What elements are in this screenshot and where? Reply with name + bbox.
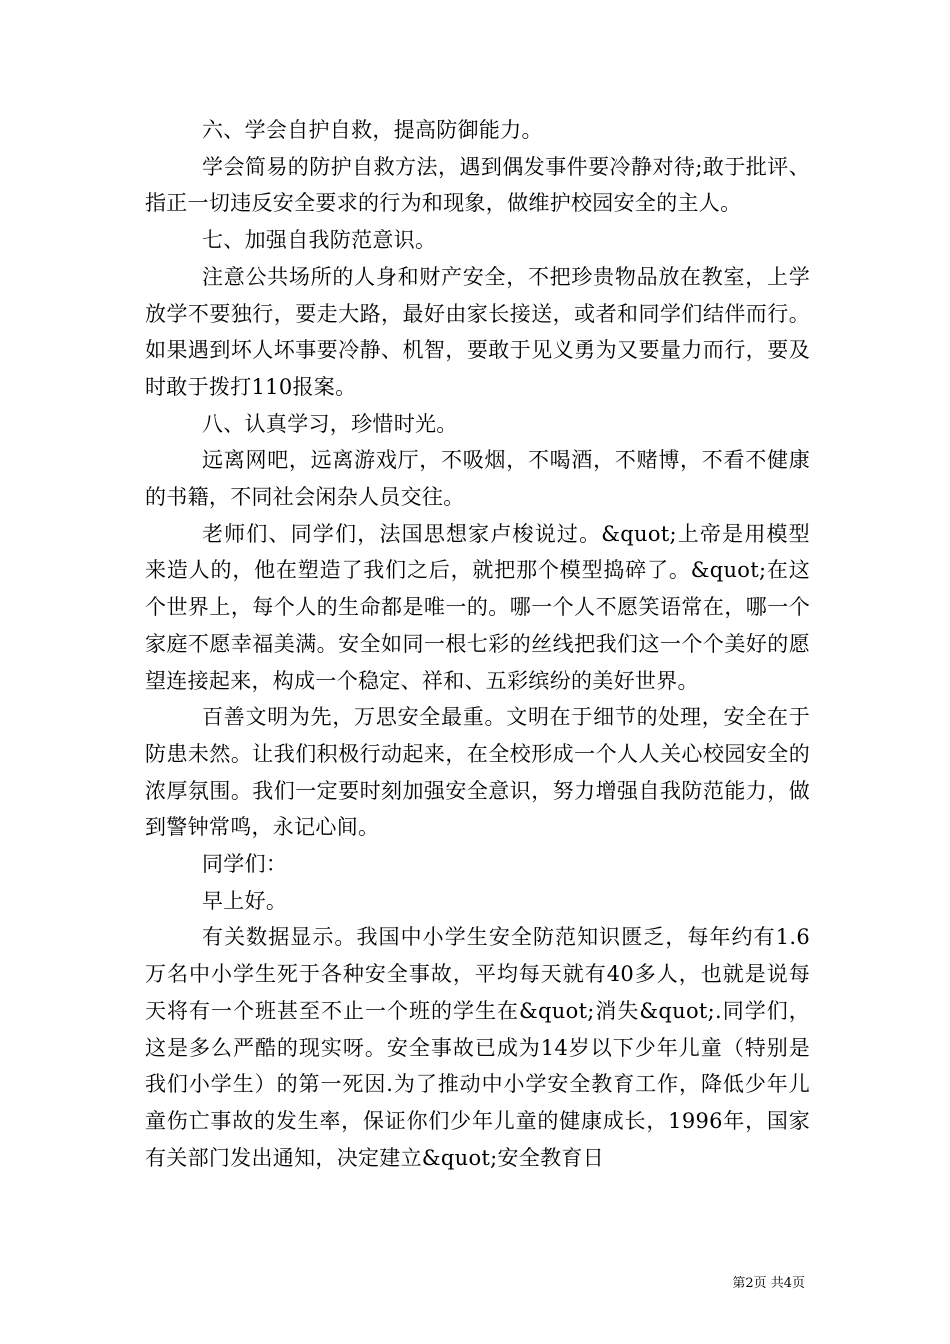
greeting: 同学们：: [202, 852, 288, 877]
paragraph: 学会简易的防护自救方法，遇到偶发事件要冷静对待;敢于批评、指正一切违反安全要求的行为和现象，做维护校园安全的主人。: [145, 154, 810, 216]
page-number: 第2页 共4页: [732, 1276, 805, 1291]
greeting: 早上好。: [202, 888, 288, 913]
paragraph: 百善文明为先，万思安全最重。文明在于细节的处理，安全在于防患未然。让我们积极行动起来，在全校形成一个人人关心校园安全的浓厚氛围。我们一定要时刻加强安全意识，努力增强自我防范能力，做到警钟常鸣，永记心间。: [145, 705, 810, 840]
paragraph-heading-7: 七、加强自我防范意识。: [202, 228, 437, 253]
body-text: [145, 112, 810, 1176]
paragraph-heading-8: 八、认真学习，珍惜时光。: [202, 411, 458, 436]
paragraph: 远离网吧，远离游戏厅，不吸烟，不喝酒，不赌博，不看不健康的书籍，不同社会闲杂人员交往。: [145, 448, 810, 510]
paragraph-heading-6: 六、学会自护自救，提高防御能力。: [202, 118, 543, 142]
paragraph: 有关数据显示。我国中小学生安全防范知识匮乏，每年约有1.6万名中小学生死于各种安全事故，平均每天就有40多人，也就是说每天将有一个班甚至不止一个班的学生在&quot;消失&quot;.同学们，这是多么严酷的现实呀。安全事故已成为14岁以下少年儿童（特别是我们小学生）的第一死因.为了推动中小学安全教育工作，降低少年儿童伤亡事故的发生率，保证你们少年儿童的健康成长，1996年，国家有关部门发出通知，决定建立&quot;安全教育日: [145, 925, 810, 1170]
paragraph: 注意公共场所的人身和财产安全，不把珍贵物品放在教室，上学放学不要独行，要走大路，最好由家长接送，或者和同学们结伴而行。如果遇到坏人坏事要冷静、机智，要敢于见义勇为又要量力而行，要及时敢于拨打110报案。: [145, 264, 810, 399]
paragraph: 老师们、同学们，法国思想家卢梭说过。&quot;上帝是用模型来造人的，他在塑造了我们之后，就把那个模型捣碎了。&quot;在这个世界上，每个人的生命都是唯一的。哪一个人不愿笑语常在，哪一个家庭不愿幸福美满。安全如同一根七彩的丝线把我们这一个个美好的愿望连接起来，构成一个稳定、祥和、五彩缤纷的美好世界。: [145, 521, 810, 693]
